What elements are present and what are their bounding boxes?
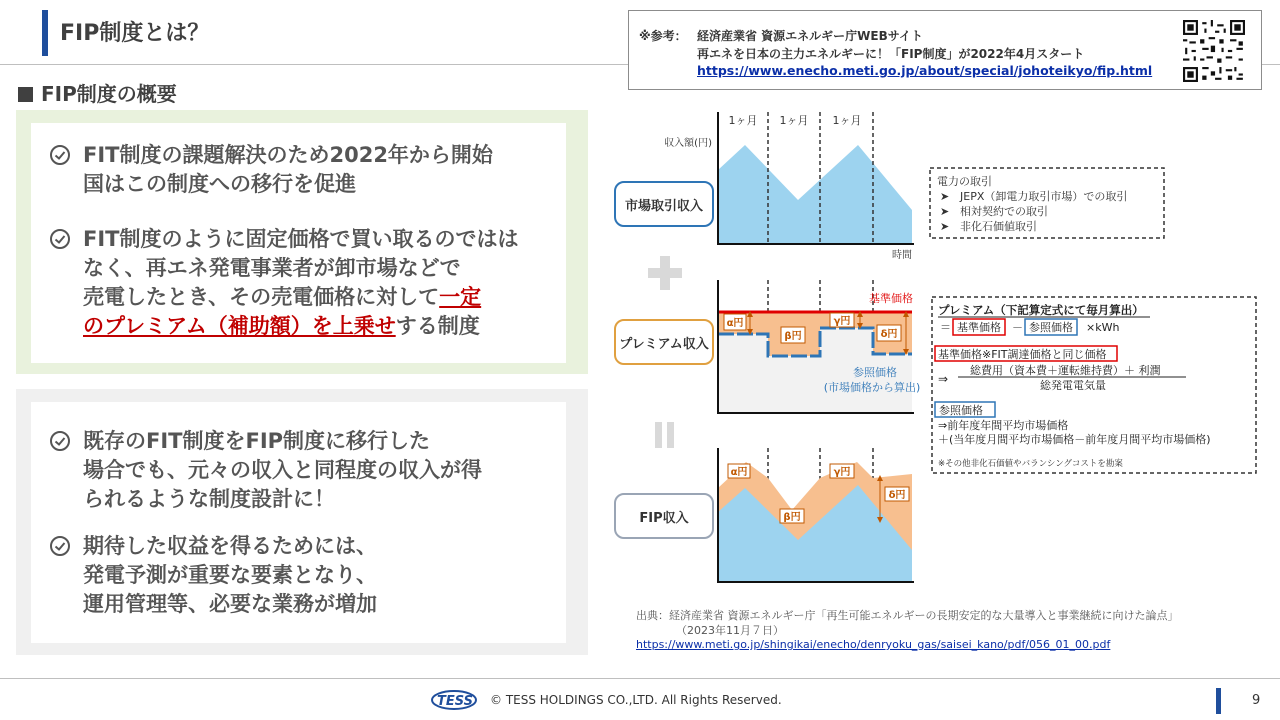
check-circle-icon <box>49 430 71 452</box>
svg-text:基準価格: 基準価格 <box>957 321 1001 334</box>
highlight-text: 一定 <box>439 285 482 309</box>
highlight-text: のプレミアム（補助額）を上乗せ <box>83 314 396 338</box>
ref-price-sub: (市場価格から算出) <box>823 381 921 394</box>
point-design <box>83 427 482 514</box>
y-axis-label: 収入額(円) <box>664 138 712 149</box>
svg-text:＝: ＝ <box>940 321 951 334</box>
x-axis-label: 時間 <box>892 250 912 261</box>
svg-text:TESS: TESS <box>436 694 474 709</box>
market-revenue-area <box>718 145 912 244</box>
plus-icon <box>648 256 682 290</box>
source-link[interactable]: https://www.meti.go.jp/shingikai/enecho/denryoku_gas/saisei_kano/pdf/056_01_00.pdf <box>636 638 1111 651</box>
market-trade-item: JEPX（卸電力取引市場）での取引 <box>960 190 1128 203</box>
point-line-text: する制度 <box>395 314 480 338</box>
source-line-2: （2023年11月７日） <box>676 624 784 637</box>
title-accent-bar <box>42 10 48 56</box>
point-line: なく、再エネ発電事業者が卸市場などで <box>83 256 461 280</box>
market-trade-item: 相対契約での取引 <box>960 205 1048 218</box>
point-line: られるような制度設計に！ <box>83 487 335 511</box>
reference-line-2: 再エネを日本の主力エネルギーに！「FIP制度」が2022年4月スタート <box>697 47 1085 61</box>
point-line: FIT制度の課題解決のため2022年から開始 <box>83 143 493 167</box>
check-circle-icon <box>49 535 71 557</box>
equals-icon <box>655 422 674 448</box>
page-number: 9 <box>1252 693 1261 708</box>
reference-line-1: 経済産業省 資源エネルギー庁WEBサイト <box>697 29 923 43</box>
point-line: 既存のFIT制度をFIP制度に移行した <box>83 429 431 453</box>
formula-title: プレミアム（下記算定式にて毎月算出） <box>938 303 1144 317</box>
source-citation <box>636 608 1179 638</box>
section-title <box>18 78 177 107</box>
check-circle-icon <box>49 144 71 166</box>
delta-label: δ円 <box>888 490 906 501</box>
point-line <box>83 283 518 312</box>
svg-text:➤: ➤ <box>940 205 950 218</box>
market-trade-title: 電力の取引 <box>937 175 992 188</box>
market-trade-item: 非化石価値取引 <box>960 220 1037 233</box>
gamma-label: γ円 <box>833 467 851 478</box>
beta-label: β円 <box>783 512 801 523</box>
point-line: 発電予測が重要な要素となり、 <box>83 563 377 587</box>
svg-text:参照価格: 参照価格 <box>1029 321 1073 334</box>
ref-price-line-1: ⇒前年度年間平均市場価格 <box>938 419 1069 432</box>
reference-box <box>628 10 1262 90</box>
formula-numerator: 総費用（資本費＋運転維持費）＋ 利潤 <box>970 364 1161 377</box>
footer-divider <box>0 678 1280 679</box>
point-line <box>83 312 518 341</box>
source-line-1: 出典：経済産業省 資源エネルギー庁「再生可能エネルギーの長期安定的な大量導入と事業継続に向けた論点」 <box>636 609 1179 622</box>
reference-prefix: ※参考： <box>639 29 687 43</box>
section-title-text: FIP制度の概要 <box>41 82 177 106</box>
copyright: © TESS HOLDINGS CO.,LTD. All Rights Reserved. <box>490 693 782 707</box>
page-accent-bar <box>1216 688 1221 714</box>
ref-price-line-2: ＋(当年度月間平均市場価格－前年度月間平均市場価格) <box>938 433 1211 446</box>
point-line: 場合でも、元々の収入と同程度の収入が得 <box>83 458 482 482</box>
point-operations <box>83 532 377 619</box>
alpha-label: α円 <box>730 467 748 478</box>
check-circle-icon <box>49 228 71 250</box>
month-label: 1ヶ月 <box>779 114 809 127</box>
point-line-text: 売電したとき、その売電価格に対して <box>83 285 440 309</box>
reference-link[interactable]: https://www.enecho.meti.go.jp/about/special/johoteikyo/fip.html <box>697 63 1153 78</box>
formula-denominator: 総発電電気量 <box>1040 379 1106 392</box>
page-title: FIP制度とは？ <box>60 21 210 46</box>
svg-text:×kWh: ×kWh <box>1086 321 1120 334</box>
base-price-def: 基準価格※FIT調達価格と同じ価格 <box>938 348 1107 361</box>
alpha-label: α円 <box>726 318 744 329</box>
market-revenue-label: 市場取引収入 <box>614 181 714 227</box>
svg-text:－: － <box>1012 321 1023 334</box>
ref-price-def: 参照価格 <box>939 404 983 417</box>
formula-note: ※その他非化石価値やバランシングコストを勘案 <box>938 459 1123 469</box>
point-line: 期待した収益を得るためには、 <box>83 534 377 558</box>
point-premium <box>83 225 518 341</box>
delta-label: δ円 <box>880 329 898 340</box>
qr-code-icon <box>1183 17 1245 85</box>
ref-price-label: 参照価格 <box>853 366 897 379</box>
month-label: 1ヶ月 <box>832 114 862 127</box>
point-line: 国はこの制度への移行を促進 <box>83 172 356 196</box>
svg-text:➤: ➤ <box>940 190 950 203</box>
svg-text:➤: ➤ <box>940 220 950 233</box>
point-line: FIT制度のように固定価格で買い取るのではは <box>83 227 519 251</box>
beta-label: β円 <box>784 331 802 342</box>
base-price-label: 基準価格 <box>869 292 913 305</box>
month-label: 1ヶ月 <box>728 114 758 127</box>
point-transition <box>83 141 493 199</box>
premium-revenue-label: プレミアム収入 <box>614 319 714 365</box>
point-line: 運用管理等、必要な業務が増加 <box>83 592 377 616</box>
tess-logo <box>430 686 480 712</box>
fip-revenue-label: FIP収入 <box>614 493 714 539</box>
gamma-label: γ円 <box>833 316 851 327</box>
svg-text:⇒: ⇒ <box>938 372 949 386</box>
square-bullet-icon <box>18 87 33 102</box>
